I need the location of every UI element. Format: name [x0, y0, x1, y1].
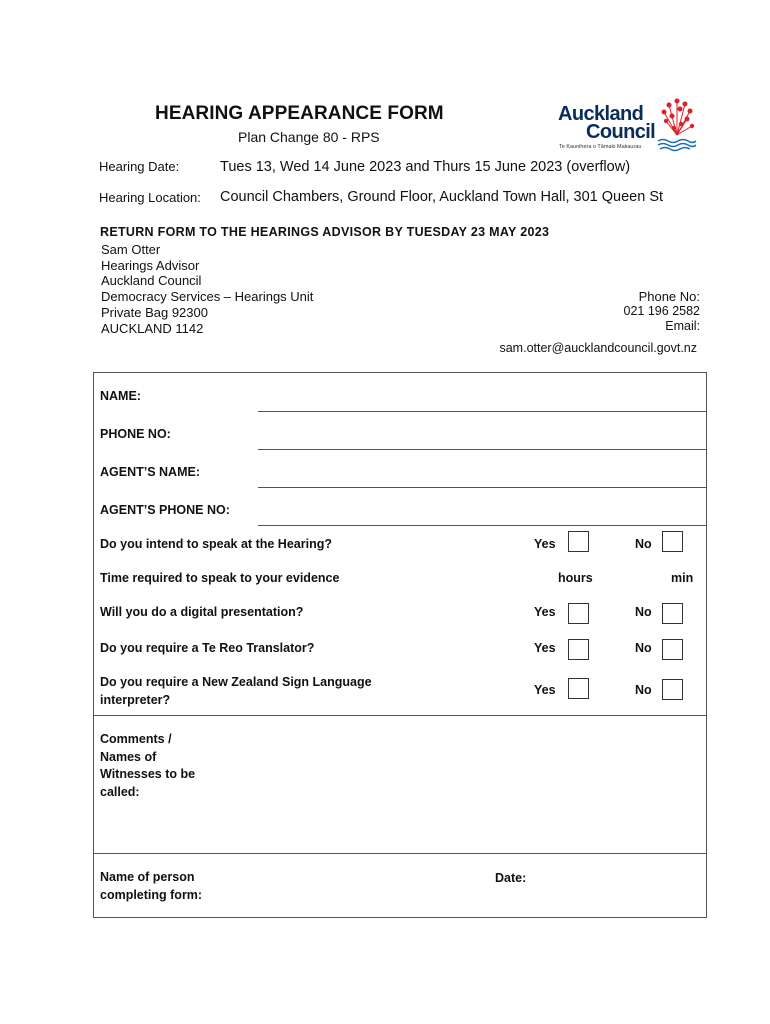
comments-line: called:	[100, 784, 140, 799]
comments-line: Witnesses to be	[100, 767, 196, 781]
svg-text:Council: Council	[586, 121, 656, 143]
question-digital: Will you do a digital presentation?	[100, 605, 304, 619]
person-line: completing form:	[100, 887, 203, 902]
agent-phone-label: AGENT’S PHONE NO:	[100, 503, 230, 517]
date-label: Date:	[495, 871, 527, 885]
person-line: Name of person	[100, 870, 195, 884]
sign-no-checkbox[interactable]	[662, 679, 683, 700]
digital-no-checkbox[interactable]	[662, 603, 683, 624]
hearing-location-value: Council Chambers, Ground Floor, Auckland Town Hall, 301 Queen St	[220, 189, 664, 205]
question-speak: Do you intend to speak at the Hearing?	[100, 537, 332, 551]
date-field[interactable]	[534, 857, 702, 915]
svg-text:Auckland: Auckland	[558, 103, 644, 125]
yes-label: Yes	[534, 605, 556, 619]
address-line: Auckland Council	[101, 273, 202, 289]
question-line: Do you require a New Zealand Sign Language	[100, 675, 372, 689]
yes-label: Yes	[534, 641, 556, 655]
hearing-date-value: Tues 13, Wed 14 June 2023 and Thurs 15 June 2023 (overflow)	[220, 159, 631, 175]
comments-label	[100, 731, 195, 801]
appearance-form	[93, 372, 707, 918]
address-line: AUCKLAND 1142	[101, 320, 204, 336]
hours-label: hours	[558, 571, 593, 585]
hearing-date-label: Hearing Date:	[99, 159, 180, 174]
question-line: interpreter?	[100, 692, 171, 707]
sign-yes-checkbox[interactable]	[568, 678, 589, 699]
comments-line: Names of	[100, 749, 157, 764]
auckland-council-logo	[556, 97, 696, 153]
pohutukawa-flower-icon	[556, 97, 696, 153]
yes-label: Yes	[534, 683, 556, 697]
question-sign-language	[100, 674, 372, 709]
svg-text:Te Kaunihera o Tāmaki Makaurau: Te Kaunihera o Tāmaki Makaurau	[559, 144, 642, 150]
form-subtitle: Plan Change 80 - RPS	[238, 129, 380, 145]
question-time: Time required to speak to your evidence	[100, 571, 340, 585]
person-completing-label	[100, 869, 202, 904]
phone-label: Phone No:	[638, 289, 700, 304]
digital-yes-checkbox[interactable]	[568, 603, 589, 624]
return-heading: RETURN FORM TO THE HEARINGS ADVISOR BY TUESDAY 23 MAY 2023	[100, 225, 550, 239]
email-label: Email:	[665, 319, 700, 333]
te-reo-yes-checkbox[interactable]	[568, 639, 589, 660]
address-line: Hearings Advisor	[101, 257, 200, 273]
hearing-location-label: Hearing Location:	[99, 190, 201, 205]
te-reo-no-checkbox[interactable]	[662, 639, 683, 660]
divider	[94, 853, 706, 854]
question-te-reo: Do you require a Te Reo Translator?	[100, 641, 315, 655]
agent-name-label: AGENT’S NAME:	[100, 465, 200, 479]
min-label: min	[671, 571, 694, 585]
form-title: HEARING APPEARANCE FORM	[155, 103, 444, 124]
name-label: NAME:	[100, 389, 141, 403]
address-line: Sam Otter	[101, 242, 161, 257]
person-name-field[interactable]	[224, 857, 484, 915]
address-line: Private Bag 92300	[101, 304, 208, 320]
agent-phone-input-line[interactable]	[258, 525, 706, 526]
no-label: No	[635, 605, 652, 619]
email-value: sam.otter@aucklandcouncil.govt.nz	[499, 341, 697, 355]
phone-no-label: PHONE NO:	[100, 427, 171, 441]
speak-yes-checkbox[interactable]	[568, 531, 589, 552]
comments-area[interactable]	[224, 718, 702, 850]
name-input-line[interactable]	[258, 411, 706, 412]
phone-input-line[interactable]	[258, 449, 706, 450]
yes-label: Yes	[534, 537, 556, 551]
address-line: Democracy Services – Hearings Unit	[101, 289, 314, 305]
speak-no-checkbox[interactable]	[662, 531, 683, 552]
no-label: No	[635, 537, 652, 551]
phone-value: 021 196 2582	[623, 304, 700, 318]
no-label: No	[635, 641, 652, 655]
comments-line: Comments /	[100, 732, 172, 746]
no-label: No	[635, 683, 652, 697]
return-address	[101, 242, 313, 336]
divider	[94, 715, 706, 716]
agent-name-input-line[interactable]	[258, 487, 706, 488]
